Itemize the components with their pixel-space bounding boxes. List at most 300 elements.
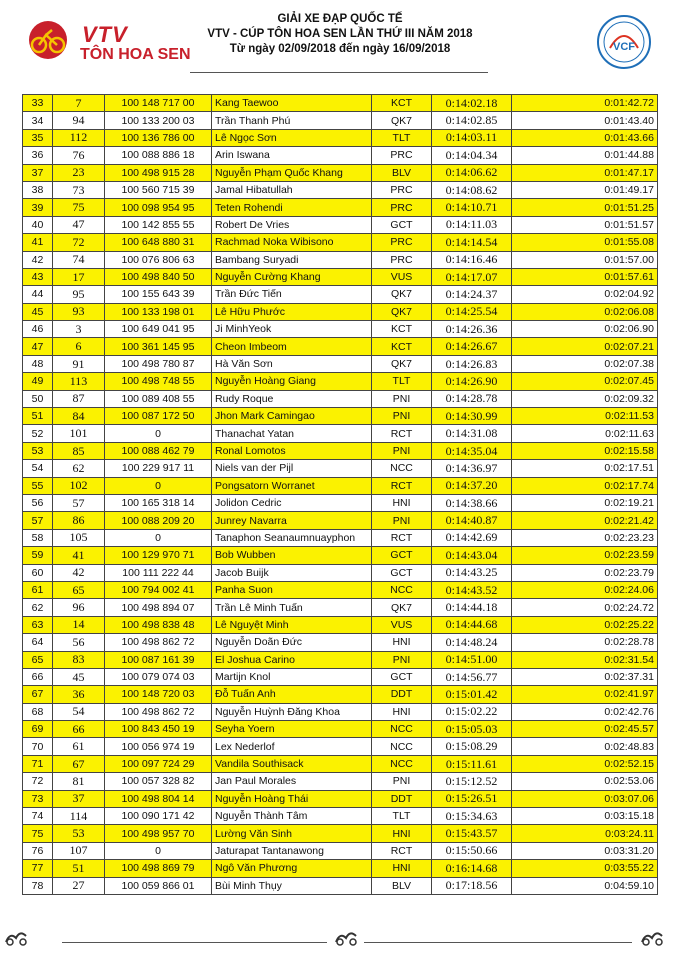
rider-rank: 56 (23, 494, 53, 511)
rider-time: 0:14:44.18 (432, 599, 512, 616)
table-row (23, 373, 658, 390)
rider-rank: 39 (23, 199, 53, 216)
rider-uci-id: 0 (105, 425, 212, 442)
rider-time: 0:15:08.29 (432, 738, 512, 755)
rider-bib: 105 (53, 529, 105, 546)
rider-gap: 0:01:51.57 (512, 216, 658, 233)
rider-time: 0:14:42.69 (432, 529, 512, 546)
rider-uci-id: 100 148 720 03 (105, 686, 212, 703)
table-row (23, 581, 658, 598)
rider-team: NCC (372, 738, 432, 755)
rider-bib: 73 (53, 181, 105, 198)
rider-name: Cheon Imbeom (212, 338, 372, 355)
rider-gap: 0:02:09.32 (512, 390, 658, 407)
rider-gap: 0:01:43.66 (512, 129, 658, 146)
table-row (23, 494, 658, 511)
rider-uci-id: 100 498 780 87 (105, 355, 212, 372)
rider-uci-id: 100 498 838 48 (105, 616, 212, 633)
rider-rank: 70 (23, 738, 53, 755)
rider-name: Ronal Lomotos (212, 442, 372, 459)
rider-team: PRC (372, 199, 432, 216)
rider-name: Niels van der Pijl (212, 460, 372, 477)
rider-name: Jamal Hibatullah (212, 181, 372, 198)
rider-rank: 35 (23, 129, 53, 146)
rider-uci-id: 100 361 145 95 (105, 338, 212, 355)
rider-uci-id: 100 129 970 71 (105, 547, 212, 564)
rider-gap: 0:02:07.21 (512, 338, 658, 355)
rider-rank: 34 (23, 112, 53, 129)
rider-team: PNI (372, 773, 432, 790)
rider-name: Jolidon Cedric (212, 494, 372, 511)
rider-gap: 0:02:19.21 (512, 494, 658, 511)
table-row (23, 790, 658, 807)
rider-bib: 45 (53, 668, 105, 685)
rider-bib: 87 (53, 390, 105, 407)
rider-gap: 0:02:15.58 (512, 442, 658, 459)
table-row (23, 529, 658, 546)
rider-bib: 3 (53, 321, 105, 338)
rider-gap: 0:02:52.15 (512, 755, 658, 772)
rider-name: Jacob Buijk (212, 564, 372, 581)
rider-team: QK7 (372, 112, 432, 129)
rider-name: Robert De Vries (212, 216, 372, 233)
rider-name: Ji MinhYeok (212, 321, 372, 338)
rider-team: TLT (372, 373, 432, 390)
rider-time: 0:14:37.20 (432, 477, 512, 494)
table-row (23, 112, 658, 129)
rider-bib: 27 (53, 877, 105, 894)
rider-name: Lex Nederlof (212, 738, 372, 755)
rider-team: PNI (372, 390, 432, 407)
rider-uci-id: 0 (105, 529, 212, 546)
rider-uci-id: 100 498 869 79 (105, 860, 212, 877)
rider-rank: 33 (23, 95, 53, 112)
rider-uci-id: 100 059 866 01 (105, 877, 212, 894)
rider-uci-id: 100 097 724 29 (105, 755, 212, 772)
rider-bib: 96 (53, 599, 105, 616)
rider-bib: 95 (53, 286, 105, 303)
rider-time: 0:14:26.67 (432, 338, 512, 355)
rider-gap: 0:02:45.57 (512, 721, 658, 738)
table-row (23, 408, 658, 425)
rider-gap: 0:01:51.25 (512, 199, 658, 216)
vtv-ton-hoa-sen-logo (22, 14, 192, 66)
table-row (23, 425, 658, 442)
rider-rank: 68 (23, 703, 53, 720)
rider-rank: 63 (23, 616, 53, 633)
vcf-logo-text: VCF (613, 41, 635, 53)
rider-gap: 0:01:44.88 (512, 147, 658, 164)
rider-uci-id: 0 (105, 477, 212, 494)
rider-gap: 0:02:42.76 (512, 703, 658, 720)
rider-team: NCC (372, 460, 432, 477)
footer-line (62, 942, 327, 943)
rider-rank: 48 (23, 355, 53, 372)
cyclist-footer-icon (640, 928, 666, 946)
rider-bib: 113 (53, 373, 105, 390)
rider-rank: 74 (23, 808, 53, 825)
rider-team: PRC (372, 251, 432, 268)
rider-gap: 0:02:04.92 (512, 286, 658, 303)
rider-time: 0:14:51.00 (432, 651, 512, 668)
rider-time: 0:14:26.90 (432, 373, 512, 390)
rider-gap: 0:01:49.17 (512, 181, 658, 198)
rider-team: BLV (372, 164, 432, 181)
rider-bib: 94 (53, 112, 105, 129)
rider-uci-id: 100 088 462 79 (105, 442, 212, 459)
rider-uci-id: 100 079 074 03 (105, 668, 212, 685)
rider-time: 0:15:43.57 (432, 825, 512, 842)
rider-bib: 66 (53, 721, 105, 738)
rider-gap: 0:02:24.06 (512, 581, 658, 598)
table-row (23, 321, 658, 338)
rider-rank: 51 (23, 408, 53, 425)
rider-bib: 47 (53, 216, 105, 233)
rider-bib: 14 (53, 616, 105, 633)
rider-bib: 107 (53, 842, 105, 859)
rider-team: QK7 (372, 303, 432, 320)
rider-time: 0:15:50.66 (432, 842, 512, 859)
rider-uci-id: 100 056 974 19 (105, 738, 212, 755)
rider-rank: 40 (23, 216, 53, 233)
rider-name: Jan Paul Morales (212, 773, 372, 790)
rider-time: 0:14:26.36 (432, 321, 512, 338)
rider-time: 0:15:12.52 (432, 773, 512, 790)
page-footer (0, 918, 679, 960)
rider-bib: 37 (53, 790, 105, 807)
rider-bib: 83 (53, 651, 105, 668)
rider-time: 0:14:02.85 (432, 112, 512, 129)
results-table (22, 94, 658, 895)
footer-line (364, 942, 632, 943)
rider-team: HNI (372, 634, 432, 651)
rider-team: HNI (372, 494, 432, 511)
rider-bib: 36 (53, 686, 105, 703)
rider-uci-id: 100 142 855 55 (105, 216, 212, 233)
rider-name: Trần Đức Tiến (212, 286, 372, 303)
rider-team: NCC (372, 755, 432, 772)
rider-uci-id: 100 133 200 03 (105, 112, 212, 129)
rider-name: Kang Taewoo (212, 95, 372, 112)
rider-uci-id: 100 794 002 41 (105, 581, 212, 598)
rider-uci-id: 100 648 880 31 (105, 234, 212, 251)
rider-rank: 37 (23, 164, 53, 181)
rider-team: PNI (372, 442, 432, 459)
rider-name: Panha Suon (212, 581, 372, 598)
rider-name: Vandila Southisack (212, 755, 372, 772)
rider-rank: 62 (23, 599, 53, 616)
rider-uci-id: 100 090 171 42 (105, 808, 212, 825)
rider-uci-id: 100 111 222 44 (105, 564, 212, 581)
rider-rank: 69 (23, 721, 53, 738)
rider-team: VUS (372, 268, 432, 285)
rider-time: 0:14:17.07 (432, 268, 512, 285)
rider-time: 0:14:16.46 (432, 251, 512, 268)
table-row (23, 181, 658, 198)
rider-gap: 0:02:23.59 (512, 547, 658, 564)
rider-uci-id: 100 843 450 19 (105, 721, 212, 738)
rider-time: 0:14:08.62 (432, 181, 512, 198)
table-row (23, 460, 658, 477)
table-row (23, 599, 658, 616)
table-row (23, 216, 658, 233)
rider-bib: 93 (53, 303, 105, 320)
rider-time: 0:15:05.03 (432, 721, 512, 738)
rider-time: 0:14:44.68 (432, 616, 512, 633)
rider-uci-id: 100 133 198 01 (105, 303, 212, 320)
rider-name: Lê Ngọc Sơn (212, 129, 372, 146)
rider-name: Rudy Roque (212, 390, 372, 407)
rider-name: Nguyễn Cường Khang (212, 268, 372, 285)
table-row (23, 686, 658, 703)
rider-uci-id: 100 088 886 18 (105, 147, 212, 164)
rider-rank: 60 (23, 564, 53, 581)
rider-name: Jaturapat Tantanawong (212, 842, 372, 859)
vcf-federation-logo (596, 14, 652, 70)
table-row (23, 303, 658, 320)
rider-bib: 76 (53, 147, 105, 164)
table-row (23, 547, 658, 564)
rider-time: 0:15:01.42 (432, 686, 512, 703)
rider-rank: 75 (23, 825, 53, 842)
rider-time: 0:14:04.34 (432, 147, 512, 164)
rider-bib: 53 (53, 825, 105, 842)
rider-team: BLV (372, 877, 432, 894)
rider-bib: 6 (53, 338, 105, 355)
rider-gap: 0:02:17.74 (512, 477, 658, 494)
rider-time: 0:14:43.52 (432, 581, 512, 598)
rider-time: 0:14:24.37 (432, 286, 512, 303)
rider-name: Trần Lê Minh Tuấn (212, 599, 372, 616)
rider-rank: 59 (23, 547, 53, 564)
logo-sub: TÔN HOA SEN (80, 46, 191, 63)
table-row (23, 773, 658, 790)
table-row (23, 95, 658, 112)
rider-uci-id: 100 136 786 00 (105, 129, 212, 146)
rider-uci-id: 100 498 862 72 (105, 703, 212, 720)
rider-gap: 0:02:21.42 (512, 512, 658, 529)
rider-gap: 0:01:47.17 (512, 164, 658, 181)
rider-gap: 0:02:41.97 (512, 686, 658, 703)
rider-gap: 0:01:42.72 (512, 95, 658, 112)
rider-team: TLT (372, 808, 432, 825)
rider-name: Seyha Yoern (212, 721, 372, 738)
rider-rank: 58 (23, 529, 53, 546)
rider-name: Pongsatorn Worranet (212, 477, 372, 494)
table-row (23, 442, 658, 459)
rider-bib: 51 (53, 860, 105, 877)
rider-bib: 54 (53, 703, 105, 720)
rider-bib: 57 (53, 494, 105, 511)
rider-bib: 81 (53, 773, 105, 790)
rider-rank: 65 (23, 651, 53, 668)
rider-name: Bob Wubben (212, 547, 372, 564)
rider-team: NCC (372, 721, 432, 738)
rider-rank: 76 (23, 842, 53, 859)
rider-rank: 64 (23, 634, 53, 651)
cyclist-footer-icon (334, 928, 360, 946)
rider-team: NCC (372, 581, 432, 598)
table-row (23, 634, 658, 651)
rider-gap: 0:02:28.78 (512, 634, 658, 651)
rider-time: 0:14:10.71 (432, 199, 512, 216)
rider-rank: 71 (23, 755, 53, 772)
rider-team: RCT (372, 842, 432, 859)
table-row (23, 860, 658, 877)
rider-uci-id: 100 098 954 95 (105, 199, 212, 216)
rider-time: 0:14:40.87 (432, 512, 512, 529)
rider-name: Lê Nguyệt Minh (212, 616, 372, 633)
rider-team: TLT (372, 129, 432, 146)
rider-rank: 50 (23, 390, 53, 407)
rider-bib: 86 (53, 512, 105, 529)
rider-gap: 0:02:24.72 (512, 599, 658, 616)
rider-gap: 0:02:37.31 (512, 668, 658, 685)
table-row (23, 338, 658, 355)
rider-time: 0:14:14.54 (432, 234, 512, 251)
rider-name: Junrey Navarra (212, 512, 372, 529)
rider-team: RCT (372, 477, 432, 494)
rider-gap: 0:02:48.83 (512, 738, 658, 755)
rider-time: 0:14:38.66 (432, 494, 512, 511)
table-row (23, 721, 658, 738)
rider-team: QK7 (372, 286, 432, 303)
rider-gap: 0:02:07.45 (512, 373, 658, 390)
rider-uci-id: 100 155 643 39 (105, 286, 212, 303)
rider-gap: 0:02:06.08 (512, 303, 658, 320)
rider-rank: 72 (23, 773, 53, 790)
rider-time: 0:14:35.04 (432, 442, 512, 459)
table-row (23, 129, 658, 146)
rider-gap: 0:01:57.00 (512, 251, 658, 268)
rider-uci-id: 100 148 717 00 (105, 95, 212, 112)
rider-bib: 112 (53, 129, 105, 146)
table-row (23, 738, 658, 755)
rider-name: Nguyễn Thành Tâm (212, 808, 372, 825)
rider-uci-id: 100 498 915 28 (105, 164, 212, 181)
rider-name: Nguyễn Hoàng Thái (212, 790, 372, 807)
rider-rank: 45 (23, 303, 53, 320)
rider-uci-id: 100 649 041 95 (105, 321, 212, 338)
rider-uci-id: 100 498 804 14 (105, 790, 212, 807)
rider-bib: 74 (53, 251, 105, 268)
rider-rank: 67 (23, 686, 53, 703)
rider-gap: 0:02:11.63 (512, 425, 658, 442)
rider-bib: 101 (53, 425, 105, 442)
rider-bib: 17 (53, 268, 105, 285)
rider-bib: 65 (53, 581, 105, 598)
rider-rank: 46 (23, 321, 53, 338)
rider-team: GCT (372, 668, 432, 685)
rider-team: HNI (372, 825, 432, 842)
rider-bib: 91 (53, 355, 105, 372)
rider-uci-id: 0 (105, 842, 212, 859)
rider-gap: 0:04:59.10 (512, 877, 658, 894)
rider-name: Bambang Suryadi (212, 251, 372, 268)
rider-team: QK7 (372, 355, 432, 372)
rider-name: Jhon Mark Camingao (212, 408, 372, 425)
rider-gap: 0:02:31.54 (512, 651, 658, 668)
rider-uci-id: 100 229 917 11 (105, 460, 212, 477)
rider-bib: 56 (53, 634, 105, 651)
rider-gap: 0:03:24.11 (512, 825, 658, 842)
rider-team: PRC (372, 147, 432, 164)
table-row (23, 564, 658, 581)
rider-gap: 0:02:53.06 (512, 773, 658, 790)
rider-name: Nguyễn Phạm Quốc Khang (212, 164, 372, 181)
table-row (23, 808, 658, 825)
rider-time: 0:14:02.18 (432, 95, 512, 112)
table-row (23, 234, 658, 251)
rider-rank: 53 (23, 442, 53, 459)
rider-gap: 0:02:06.90 (512, 321, 658, 338)
header-divider (190, 72, 488, 73)
table-row (23, 877, 658, 894)
title-line-2: VTV - CÚP TÔN HOA SEN LẦN THỨ III NĂM 2018 (207, 28, 473, 40)
rider-gap: 0:01:57.61 (512, 268, 658, 285)
rider-bib: 114 (53, 808, 105, 825)
table-row (23, 616, 658, 633)
rider-time: 0:15:11.61 (432, 755, 512, 772)
table-row (23, 147, 658, 164)
rider-rank: 38 (23, 181, 53, 198)
rider-rank: 49 (23, 373, 53, 390)
rider-rank: 36 (23, 147, 53, 164)
rider-time: 0:14:36.97 (432, 460, 512, 477)
rider-uci-id: 100 089 408 55 (105, 390, 212, 407)
rider-gap: 0:03:15.18 (512, 808, 658, 825)
rider-bib: 102 (53, 477, 105, 494)
rider-name: Nguyễn Huỳnh Đăng Khoa (212, 703, 372, 720)
rider-time: 0:14:28.78 (432, 390, 512, 407)
rider-rank: 61 (23, 581, 53, 598)
rider-rank: 47 (23, 338, 53, 355)
rider-uci-id: 100 498 840 50 (105, 268, 212, 285)
rider-team: KCT (372, 338, 432, 355)
rider-bib: 42 (53, 564, 105, 581)
rider-team: DDT (372, 686, 432, 703)
rider-team: HNI (372, 860, 432, 877)
rider-time: 0:14:11.03 (432, 216, 512, 233)
rider-name: Trần Thanh Phú (212, 112, 372, 129)
rider-team: PRC (372, 181, 432, 198)
rider-uci-id: 100 087 161 39 (105, 651, 212, 668)
rider-name: Lê Hữu Phước (212, 303, 372, 320)
table-row (23, 755, 658, 772)
title-line-3: Từ ngày 02/09/2018 đến ngày 16/09/2018 (229, 43, 451, 55)
rider-name: Arin Iswana (212, 147, 372, 164)
rider-name: Bùi Minh Thụy (212, 877, 372, 894)
rider-name: Thanachat Yatan (212, 425, 372, 442)
rider-name: El Joshua Carino (212, 651, 372, 668)
logo-brand: VTV (82, 22, 128, 47)
table-row (23, 355, 658, 372)
rider-gap: 0:01:55.08 (512, 234, 658, 251)
rider-team: PNI (372, 408, 432, 425)
rider-name: Teten Rohendi (212, 199, 372, 216)
rider-team: KCT (372, 95, 432, 112)
rider-time: 0:14:31.08 (432, 425, 512, 442)
rider-team: DDT (372, 790, 432, 807)
rider-gap: 0:03:07.06 (512, 790, 658, 807)
rider-bib: 41 (53, 547, 105, 564)
rider-bib: 7 (53, 95, 105, 112)
rider-rank: 54 (23, 460, 53, 477)
rider-rank: 57 (23, 512, 53, 529)
page-title (190, 12, 490, 57)
rider-gap: 0:02:11.53 (512, 408, 658, 425)
table-row (23, 390, 658, 407)
